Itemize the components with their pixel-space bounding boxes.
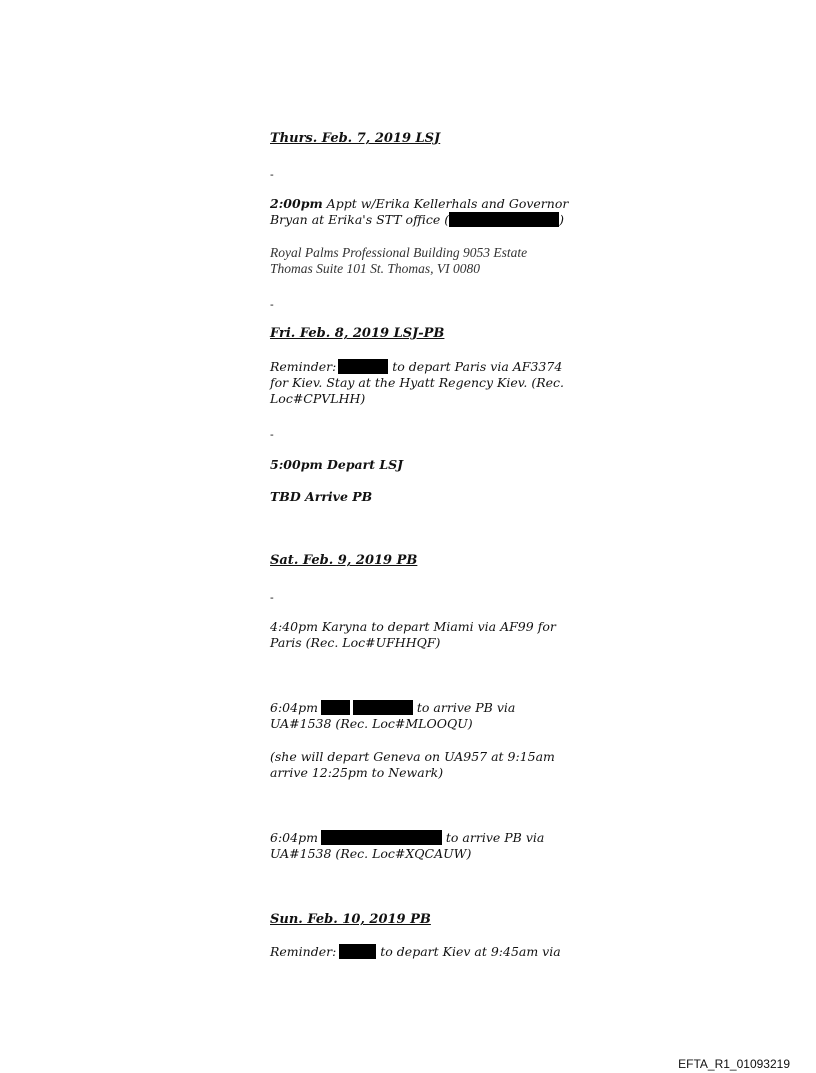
flight-entry <box>270 830 570 862</box>
separator-dash: - <box>270 298 274 311</box>
appointment-text-end: ) <box>559 212 565 227</box>
redaction-box <box>339 944 376 959</box>
flight-text: to arrive PB via UA#1538 (Rec. Loc#XQCAUW) <box>270 830 545 861</box>
depart-entry: 5:00pm Depart LSJ <box>270 457 404 472</box>
reminder-entry <box>270 944 570 960</box>
separator-dash: - <box>270 168 274 181</box>
flight-entry <box>270 700 570 732</box>
arrive-entry: TBD Arrive PB <box>270 489 373 504</box>
redaction-box <box>353 700 413 715</box>
redaction-box <box>449 212 559 227</box>
flight-entry: 4:40pm Karyna to depart Miami via AF99 for Paris (Rec. Loc#UFHHQF) <box>270 619 556 650</box>
reminder-entry <box>270 359 570 407</box>
heading-sunday: Sun. Feb. 10, 2019 PB <box>270 912 431 927</box>
heading-friday: Fri. Feb. 8, 2019 LSJ-PB <box>270 326 445 341</box>
heading-thursday: Thurs. Feb. 7, 2019 LSJ <box>270 131 441 146</box>
document-id: EFTA_R1_01093219 <box>678 1057 790 1071</box>
flight-text: to arrive PB via UA#1538 (Rec. Loc#MLOOQU) <box>270 700 516 731</box>
reminder-text: to depart Kiev at 9:45am via <box>376 944 561 959</box>
reminder-label: Reminder: <box>270 359 337 374</box>
flight-time: 6:04pm <box>270 700 318 715</box>
separator-dash: - <box>270 591 274 604</box>
redaction-box <box>338 359 388 374</box>
reminder-text: to depart Paris via AF3374 for Kiev. Stay at the Hyatt Regency Kiev. (Rec. Loc#CPVLHH) <box>270 359 564 406</box>
address-text: Royal Palms Professional Building 9053 Estate Thomas Suite 101 St. Thomas, VI 0080 <box>270 245 528 276</box>
heading-saturday: Sat. Feb. 9, 2019 PB <box>270 553 418 568</box>
appointment-time: 2:00pm <box>270 196 323 211</box>
note-entry: (she will depart Geneva on UA957 at 9:15am arrive 12:25pm to Newark) <box>270 749 555 780</box>
appointment-text: Appt w/Erika Kellerhals and Governor Bryan at Erika's STT office ( <box>270 196 569 227</box>
flight-time: 6:04pm <box>270 830 318 845</box>
reminder-label: Reminder: <box>270 944 337 959</box>
redaction-box <box>321 700 350 715</box>
separator-dash: - <box>270 428 274 441</box>
appointment-entry <box>270 196 570 228</box>
redaction-box <box>321 830 442 845</box>
